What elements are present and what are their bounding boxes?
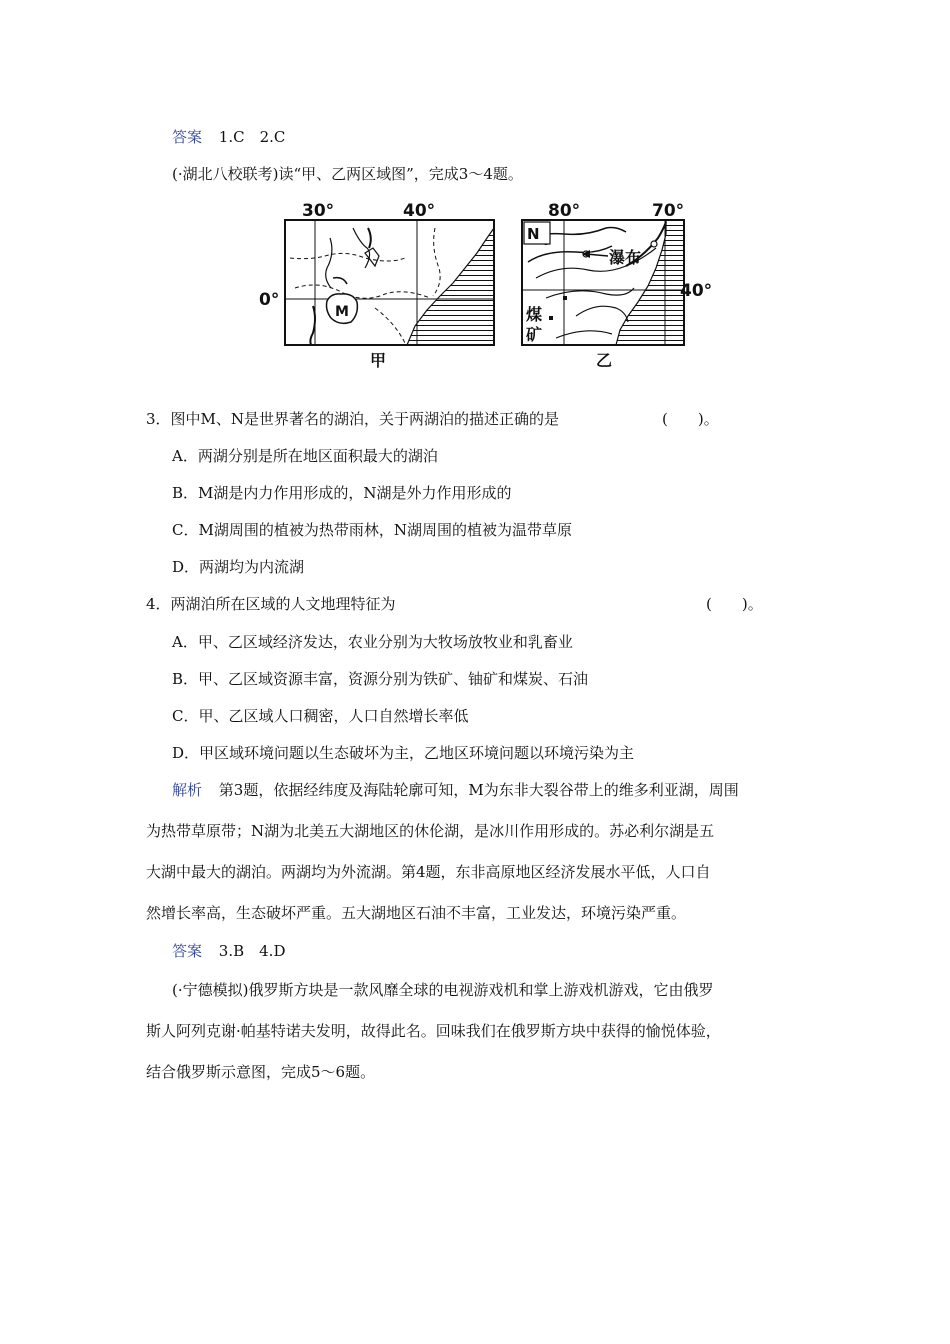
analysis-line-2: 为热带草原带；N湖为北美五大湖地区的休伦湖，是冰川作用形成的。苏必利尔湖是五 [146,822,715,840]
map-yi [516,198,716,370]
answer-text-2: 3.B 4.D [218,942,286,960]
yi-lat-40: 40° [680,281,713,301]
jia-lon-30: 30° [302,201,335,221]
map-jia [255,198,500,370]
intro2-line-3: 结合俄罗斯示意图，完成5～6题。 [146,1063,376,1081]
jia-lat-0: 0° [259,290,280,310]
yi-lon-70: 70° [652,201,685,221]
q4-option-a: A．甲、乙区域经济发达，农业分别为大牧场放牧业和乳畜业 [172,633,573,651]
jia-caption: 甲 [370,351,387,370]
q4-paren: ( )。 [706,595,763,613]
answer-label: 答案 [172,128,203,146]
lake-m-label: M [335,304,349,320]
q3-paren: ( )。 [662,410,719,428]
q3-option-b: B．M湖是内力作用形成的，N湖是外力作用形成的 [172,484,512,502]
analysis-label: 解析 [172,781,203,799]
q3-option-a: A．两湖分别是所在地区面积最大的湖泊 [172,447,438,465]
q3-stem: 3．图中M、N是世界著名的湖泊，关于两湖泊的描述正确的是 [146,410,560,428]
answer-label-2: 答案 [172,942,203,960]
intro2-line-2: 斯人阿列克谢·帕基特诺夫发明，故得此名。回味我们在俄罗斯方块中获得的愉悦体验， [146,1022,721,1040]
lake-n-label: N [527,225,540,243]
yi-lon-80: 80° [548,201,581,221]
intro2-line-1: (·宁德模拟)俄罗斯方块是一款风靡全球的电视游戏机和掌上游戏机游戏，它由俄罗 [172,981,714,999]
analysis-line-3: 大湖中最大的湖泊。两湖均为外流湖。第4题，东非高原地区经济发展水平低，人口自 [146,863,711,881]
q4-option-c: C．甲、乙区域人口稠密，人口自然增长率低 [172,707,469,725]
coal-label-2: 矿 [526,325,543,344]
analysis-text-1: 第3题，依据经纬度及海陆轮廓可知，M为东非大裂谷带上的维多利亚湖，周围 [218,781,739,799]
analysis-line-4: 然增长率高，生态破坏严重。五大湖地区石油不丰富，工业发达，环境污染严重。 [146,904,687,922]
q3-option-c: C．M湖周围的植被为热带雨林，N湖周围的植被为温带草原 [172,521,572,539]
q3-option-d: D．两湖均为内流湖 [172,558,305,576]
coal-label-1: 煤 [526,305,543,324]
answer-line-2 [172,940,285,962]
waterfall-label: 瀑布 [609,248,642,267]
answer-text: 1.C 2.C [218,128,286,146]
q4-option-d: D．甲区域环境问题以生态破坏为主，乙地区环境问题以环境污染为主 [172,744,635,762]
q4-option-b: B．甲、乙区域资源丰富，资源分别为铁矿、铀矿和煤炭、石油 [172,670,589,688]
yi-caption: 乙 [596,351,613,370]
analysis-line-1 [172,779,739,801]
q4-stem: 4．两湖泊所在区域的人文地理特征为 [146,595,396,613]
question-intro: (·湖北八校联考)读“甲、乙两区域图”，完成3～4题。 [172,165,523,183]
jia-lon-40: 40° [403,201,436,221]
answer-line-1 [172,126,285,148]
